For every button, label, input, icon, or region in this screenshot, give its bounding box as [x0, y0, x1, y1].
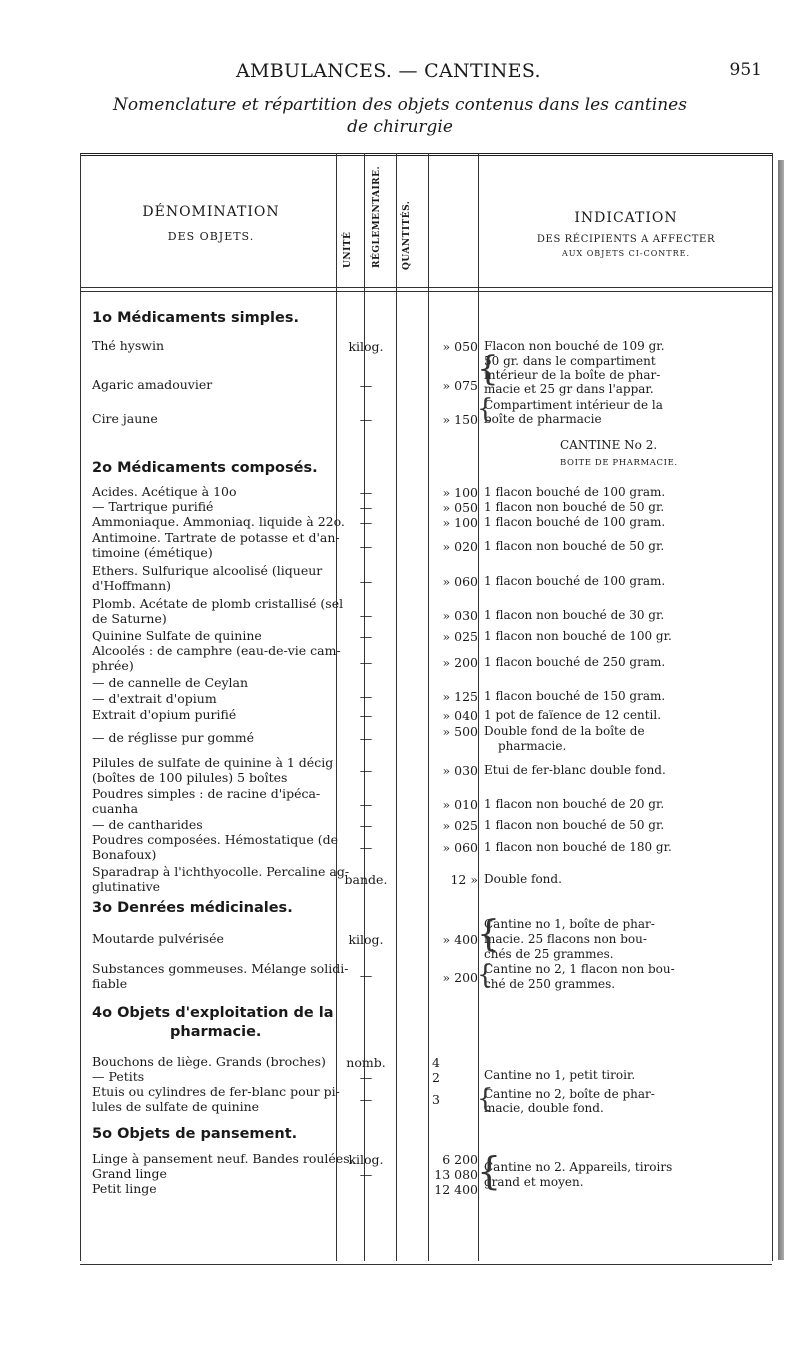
row-label: Sparadrap à l'ichthyocolle. Percaline ag- — [92, 864, 350, 879]
row-unit: — — [359, 818, 373, 833]
row-label: Thé hyswin — [92, 338, 165, 353]
row-label: Plomb. Acétate de plomb cristallisé (sel — [92, 596, 344, 611]
group-indication: chés de 25 grammes. — [484, 947, 614, 961]
row-unit: — — [359, 1070, 373, 1085]
row-indication-cont: pharmacie. — [498, 739, 567, 753]
row-unit: — — [359, 797, 373, 812]
row-qty: » 200 — [442, 970, 478, 985]
section-title: 5o Objets de pansement. — [92, 1126, 298, 1142]
group-indication: intérieur de la boîte de phar- — [484, 368, 661, 382]
row-label: Linge à pansement neuf. Bandes roulées. — [92, 1151, 354, 1166]
group-indication: boîte de pharmacie — [484, 412, 602, 426]
row-label-cont: cuanha — [92, 801, 139, 816]
row-qty: » 400 — [442, 932, 478, 947]
row-unit: — — [359, 500, 373, 515]
row-label-cont: phrée) — [92, 658, 134, 673]
group-indication: ché de 250 grammes. — [484, 977, 616, 991]
row-indication: 1 flacon bouché de 100 gram. — [484, 515, 666, 529]
row-label: — de cantharides — [92, 817, 203, 832]
caption-line-2: de chirurgie — [347, 117, 453, 137]
rule-right — [772, 153, 773, 1261]
row-unit: — — [359, 378, 373, 393]
row-unit: — — [359, 968, 373, 983]
row-qty: » 500 — [442, 724, 478, 739]
row-unit: — — [359, 708, 373, 723]
cantine-heading: CANTINE No 2. — [560, 438, 658, 452]
group-indication: Cantine no 1, petit tiroir. — [484, 1068, 636, 1082]
row-indication: Flacon non bouché de 109 gr. — [484, 339, 665, 353]
row-unit: nomb. — [346, 1055, 386, 1070]
row-indication: Etui de fer-blanc double fond. — [484, 763, 666, 777]
group-indication: Compartiment intérieur de la — [484, 398, 663, 412]
row-unit: — — [359, 689, 373, 704]
row-indication: 1 flacon bouché de 250 gram. — [484, 655, 666, 669]
row-qty: » 100 — [442, 485, 478, 500]
row-label: Antimoine. Tartrate de potasse et d'an- — [92, 530, 340, 545]
row-indication: 1 flacon bouché de 100 gram. — [484, 574, 666, 588]
row-label: Alcoolés : de camphre (eau-de-vie cam- — [92, 643, 341, 658]
group-indication: Cantine no 1, boîte de phar- — [484, 917, 655, 931]
row-indication: 1 flacon non bouché de 20 gr. — [484, 797, 665, 811]
row-qty: 6 200 — [442, 1152, 478, 1167]
row-qty: 2 — [432, 1070, 440, 1085]
row-unit: — — [359, 608, 373, 623]
group-indication: Cantine no 2. Appareils, tiroirs — [484, 1160, 673, 1174]
row-indication: 1 flacon non bouché de 50 gr. — [484, 539, 665, 553]
row-label: Acides. Acétique à 10o — [92, 484, 237, 499]
column-header-unit: UNITÉ — [343, 231, 353, 268]
caption-line-1: Nomenclature et répartition des objets contenus dans les cantines — [113, 95, 687, 115]
row-label: Grand linge — [92, 1166, 167, 1181]
row-label: Agaric amadouvier — [92, 377, 213, 392]
row-qty: » 100 — [442, 515, 478, 530]
row-unit: — — [359, 840, 373, 855]
table-caption — [0, 94, 800, 138]
cantine-subheading: BOITE DE PHARMACIE. — [560, 458, 678, 468]
row-qty: 4 — [432, 1055, 440, 1070]
row-unit: — — [359, 1092, 373, 1107]
column-header-unit-sub: RÉGLEMENTAIRE. — [372, 165, 382, 268]
header-rule — [80, 287, 772, 288]
row-qty: » 030 — [442, 763, 478, 778]
row-unit: kilog. — [348, 1152, 384, 1167]
row-qty: » 060 — [442, 840, 478, 855]
row-unit: kilog. — [348, 339, 384, 354]
column-header-indication: INDICATION DES RÉCIPIENTS A AFFECTER AUX OBJETS CI-CONTRE. — [536, 210, 716, 258]
section-title: 2o Médicaments composés. — [92, 460, 318, 476]
brace-icon: { — [477, 914, 500, 955]
row-label: Ethers. Sulfurique alcoolisé (liqueur — [92, 563, 323, 578]
row-unit: — — [359, 515, 373, 530]
brace-icon: { — [477, 960, 494, 990]
row-indication: 1 flacon non bouché de 50 gr. — [484, 500, 665, 514]
row-unit: — — [359, 763, 373, 778]
row-label-cont: timoine (émétique) — [92, 545, 213, 560]
row-unit: — — [359, 655, 373, 670]
brace-icon: { — [477, 1084, 494, 1114]
row-label: Poudres composées. Hémostatique (de — [92, 832, 339, 847]
row-label: Moutarde pulvérisée — [92, 931, 224, 946]
brace-icon: { — [477, 349, 499, 389]
header-rule-2 — [80, 291, 772, 292]
row-indication: 1 flacon non bouché de 100 gr. — [484, 629, 672, 643]
row-label-cont: glutinative — [92, 879, 161, 894]
row-indication: 1 pot de faïence de 12 centil. — [484, 708, 662, 722]
row-qty: 13 080 — [434, 1167, 478, 1182]
row-unit: — — [359, 574, 373, 589]
row-qty: » 125 — [442, 689, 478, 704]
row-label-cont: fiable — [92, 976, 128, 991]
row-unit: — — [359, 412, 373, 427]
row-label: Extrait d'opium purifié — [92, 707, 237, 722]
row-qty: » 030 — [442, 608, 478, 623]
row-indication: 1 flacon bouché de 100 gram. — [484, 485, 666, 499]
column-header-denomination: DÉNOMINATION DES OBJETS. — [142, 204, 280, 243]
row-unit: — — [359, 629, 373, 644]
row-unit: — — [359, 1167, 373, 1182]
row-qty: 3 — [432, 1092, 440, 1107]
rule-left — [80, 153, 81, 1261]
row-label: — de réglisse pur gommé — [92, 730, 255, 745]
section-title: 4o Objets d'exploitation de la — [92, 1005, 334, 1021]
rule-unit-b — [396, 153, 397, 1261]
group-indication: Cantine no 2, boîte de phar- — [484, 1087, 655, 1101]
row-unit: kilog. — [348, 932, 384, 947]
group-indication: macie et 25 gr dans l'appar. — [484, 382, 654, 396]
row-indication: 1 flacon bouché de 150 gram. — [484, 689, 666, 703]
row-qty: 12 400 — [434, 1182, 478, 1197]
row-label: — d'extrait d'opium — [92, 691, 217, 706]
group-indication: Cantine no 2, 1 flacon non bou- — [484, 962, 675, 976]
row-unit: — — [359, 485, 373, 500]
row-qty: » 200 — [442, 655, 478, 670]
section-title: 1o Médicaments simples. — [92, 310, 300, 326]
row-label-cont: d'Hoffmann) — [92, 578, 172, 593]
row-qty: » 075 — [442, 378, 478, 393]
row-indication: Double fond de la boîte de — [484, 724, 645, 738]
row-qty: » 020 — [442, 539, 478, 554]
row-label: Etuis ou cylindres de fer-blanc pour pi- — [92, 1084, 340, 1099]
row-label: Substances gommeuses. Mélange solidi- — [92, 961, 349, 976]
running-title: AMBULANCES. — CANTINES. — [236, 60, 541, 82]
row-unit: — — [359, 539, 373, 554]
row-label-cont: Bonafoux) — [92, 847, 157, 862]
row-label-cont: lules de sulfate de quinine — [92, 1099, 260, 1114]
row-label: Pilules de sulfate de quinine à 1 décig — [92, 755, 334, 770]
row-label-cont: de Saturne) — [92, 611, 167, 626]
section-title: 3o Denrées médicinales. — [92, 900, 293, 916]
column-header-quantity: QUANTITÉS. — [402, 200, 412, 270]
group-indication: macie, double fond. — [484, 1101, 604, 1115]
row-label: Quinine Sulfate de quinine — [92, 628, 262, 643]
row-qty: » 010 — [442, 797, 478, 812]
running-head — [0, 60, 800, 84]
row-qty: » 025 — [442, 629, 478, 644]
row-qty: » 050 — [442, 500, 478, 515]
row-qty: » 050 — [442, 339, 478, 354]
row-qty: » 040 — [442, 708, 478, 723]
section-title: pharmacie. — [170, 1024, 262, 1040]
row-label-cont: (boîtes de 100 pilules) 5 boîtes — [92, 770, 288, 785]
page-number: 951 — [729, 60, 762, 80]
group-indication: macie. 25 flacons non bou- — [484, 932, 647, 946]
row-qty: 12 » — [450, 872, 478, 887]
group-indication: 50 gr. dans le compartiment — [484, 354, 656, 368]
row-unit: — — [359, 731, 373, 746]
row-unit: bande. — [344, 872, 388, 887]
brace-icon: { — [477, 394, 494, 424]
row-label: Petit linge — [92, 1181, 157, 1196]
row-label: Bouchons de liège. Grands (broches) — [92, 1054, 326, 1069]
row-label: Poudres simples : de racine d'ipéca- — [92, 786, 321, 801]
brace-icon: { — [477, 1149, 502, 1193]
row-qty: » 025 — [442, 818, 478, 833]
row-label: Ammoniaque. Ammoniaq. liquide à 22o. — [92, 514, 345, 529]
page-edge-shadow — [778, 160, 784, 1260]
row-indication: 1 flacon non bouché de 50 gr. — [484, 818, 665, 832]
row-indication: 1 flacon non bouché de 30 gr. — [484, 608, 665, 622]
row-label: — de cannelle de Ceylan — [92, 675, 249, 690]
row-qty: » 060 — [442, 574, 478, 589]
row-indication: Double fond. — [484, 872, 562, 886]
row-label: Cire jaune — [92, 411, 158, 426]
row-qty: » 150 — [442, 412, 478, 427]
group-indication: grand et moyen. — [484, 1175, 584, 1189]
row-label: — Tartrique purifié — [92, 499, 214, 514]
row-indication: 1 flacon non bouché de 180 gr. — [484, 840, 672, 854]
row-label: — Petits — [92, 1069, 145, 1084]
